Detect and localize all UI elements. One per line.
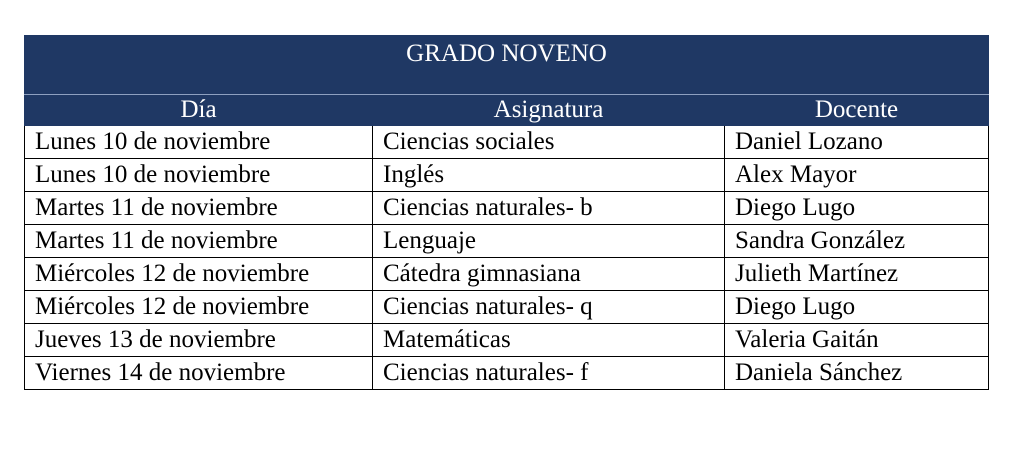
table-row xyxy=(25,192,989,225)
cell-asignatura: Ciencias naturales- f xyxy=(373,357,725,390)
table-row xyxy=(25,291,989,324)
cell-dia: Martes 11 de noviembre xyxy=(25,192,373,225)
table-row xyxy=(25,258,989,291)
cell-asignatura: Ciencias naturales- b xyxy=(373,192,725,225)
cell-docente: Julieth Martínez xyxy=(725,258,989,291)
cell-docente: Alex Mayor xyxy=(725,159,989,192)
header-dia: Día xyxy=(25,95,373,126)
cell-dia: Martes 11 de noviembre xyxy=(25,225,373,258)
cell-dia: Lunes 10 de noviembre xyxy=(25,159,373,192)
cell-docente: Valeria Gaitán xyxy=(725,324,989,357)
cell-docente: Diego Lugo xyxy=(725,192,989,225)
cell-docente: Daniela Sánchez xyxy=(725,357,989,390)
table-title-row xyxy=(25,36,989,95)
cell-docente: Daniel Lozano xyxy=(725,126,989,159)
cell-asignatura: Cátedra gimnasiana xyxy=(373,258,725,291)
cell-dia: Viernes 14 de noviembre xyxy=(25,357,373,390)
table-row xyxy=(25,357,989,390)
cell-asignatura: Inglés xyxy=(373,159,725,192)
header-docente: Docente xyxy=(725,95,989,126)
cell-asignatura: Ciencias naturales- q xyxy=(373,291,725,324)
cell-dia: Miércoles 12 de noviembre xyxy=(25,291,373,324)
schedule-table xyxy=(24,35,989,390)
cell-asignatura: Matemáticas xyxy=(373,324,725,357)
table-title: GRADO NOVENO xyxy=(25,36,989,95)
table-row xyxy=(25,126,989,159)
table-row xyxy=(25,324,989,357)
table-header-row xyxy=(25,95,989,126)
header-asignatura: Asignatura xyxy=(373,95,725,126)
cell-docente: Sandra González xyxy=(725,225,989,258)
table-row xyxy=(25,159,989,192)
cell-docente: Diego Lugo xyxy=(725,291,989,324)
cell-asignatura: Lenguaje xyxy=(373,225,725,258)
cell-dia: Lunes 10 de noviembre xyxy=(25,126,373,159)
cell-dia: Jueves 13 de noviembre xyxy=(25,324,373,357)
cell-asignatura: Ciencias sociales xyxy=(373,126,725,159)
cell-dia: Miércoles 12 de noviembre xyxy=(25,258,373,291)
table-row xyxy=(25,225,989,258)
